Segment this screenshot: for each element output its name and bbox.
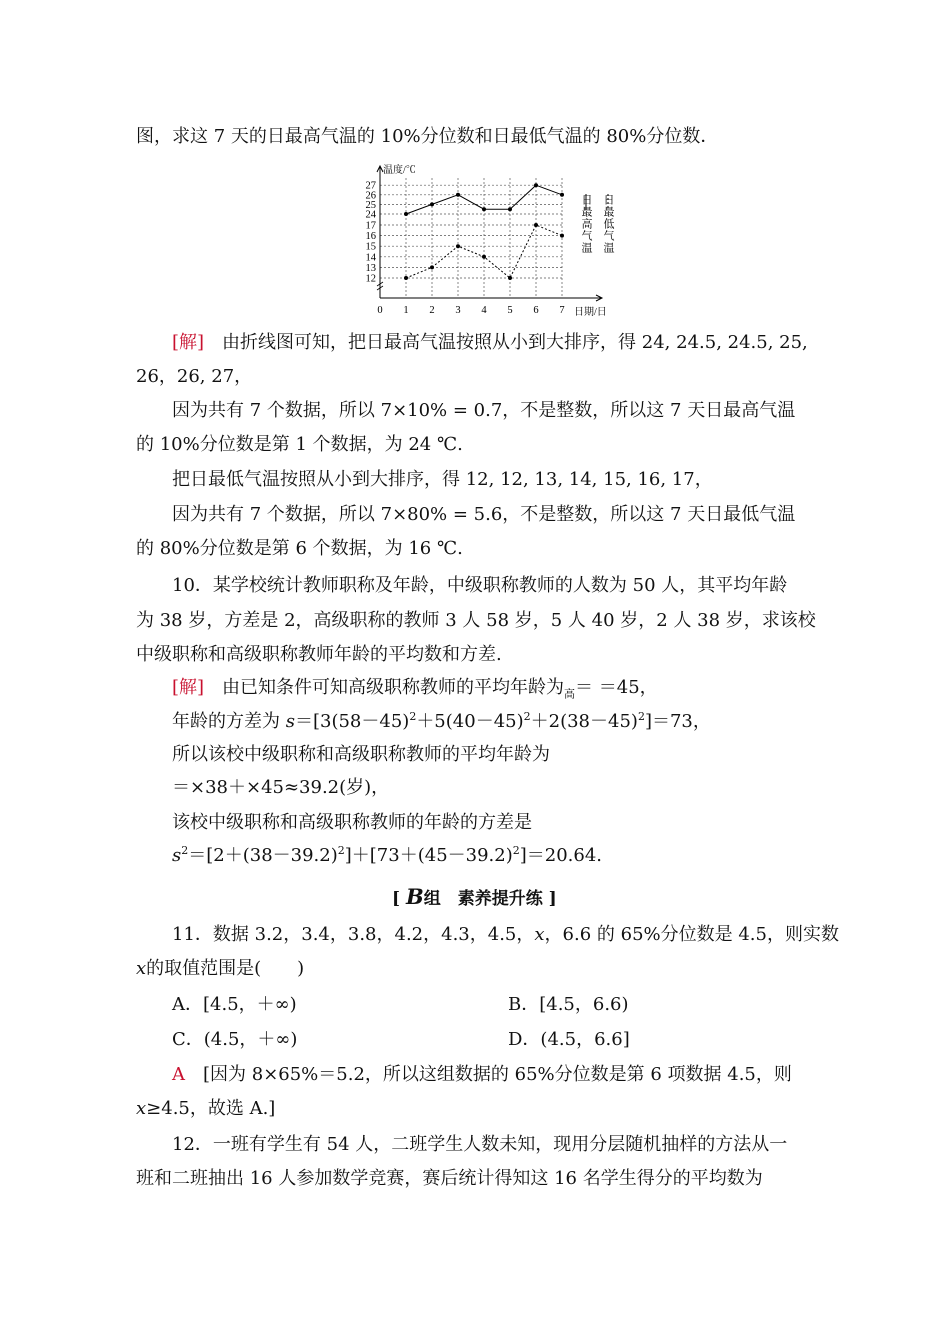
q9-line-6: 因为共有 7 个数据，所以 7×80% = 5.6，不是整数，所以这 7 天日最低气温 xyxy=(172,504,796,525)
data-point xyxy=(482,207,486,211)
x-tick-labels xyxy=(377,305,564,316)
x-tick-label: 4 xyxy=(481,305,487,316)
q10-solution-line-5: 该校中级职称和高级职称教师的年龄的方差是 xyxy=(172,812,532,833)
data-point xyxy=(456,244,460,248)
data-point xyxy=(456,193,460,197)
q10-solution-line-3: 所以该校中级职称和高级职称教师的平均年龄为 xyxy=(172,744,550,765)
y-tick-label: 26 xyxy=(365,190,376,202)
solution-tag: [解] xyxy=(172,677,205,698)
q12-line-1: 12．一班有学生有 54 人，二班学生人数未知，现用分层随机抽样的方法从一 xyxy=(172,1134,788,1155)
group-letter: B xyxy=(405,884,424,909)
q11-line-2: x的取值范围是( ) xyxy=(136,958,305,979)
data-point xyxy=(404,212,408,216)
q10-line-3: 中级职称和高级职称教师年龄的平均数和方差. xyxy=(136,644,502,665)
x-tick-label: 3 xyxy=(455,305,461,316)
data-point xyxy=(534,223,538,227)
y-tick-label: 24 xyxy=(365,209,376,221)
q9-line-1: [解] 由折线图可知，把日最高气温按照从小到大排序，得 24, 24.5, 24.5, 25, xyxy=(172,332,808,353)
chart-legend xyxy=(580,194,615,254)
chart-grid xyxy=(380,178,562,298)
y-tick-labels xyxy=(366,181,377,285)
data-point xyxy=(560,193,564,197)
q10-solution-line-2: 年龄的方差为 $s=[3(58-45)^2+5(40-45)^2+2(38-45)^2]=73$， xyxy=(172,710,711,732)
choice-a: A．[4.5，＋∞) xyxy=(172,994,297,1015)
q9-line-5: 把日最低气温按照从小到大排序，得 12, 12, 13, 14, 15, 16, 17， xyxy=(172,469,713,490)
q10-solution-line-1: [解] 由已知条件可知高级职称教师的平均年龄为$_高$＝ ＝45， xyxy=(172,677,658,701)
y-tick-label: 14 xyxy=(365,252,376,264)
q11-line-1: 11．数据 3.2，3.4，3.8，4.2，4.3，4.5，x，6.6 的 65%分位数是 4.5，则实数 xyxy=(172,924,839,945)
choice-c: C．(4.5，＋∞) xyxy=(172,1029,298,1050)
y-tick-label: 25 xyxy=(365,199,376,211)
data-point xyxy=(508,207,512,211)
q11-explanation-2: x≥4.5，故选 A.] xyxy=(136,1098,276,1119)
y-tick-label: 13 xyxy=(365,262,376,274)
temperature-line-chart xyxy=(350,160,630,322)
x-axis-label: 日期/日 xyxy=(574,307,607,318)
q10-line-1: 10．某学校统计教师职称及年龄，中级职称教师的人数为 50 人，其平均年龄 xyxy=(172,575,788,596)
y-tick-label: 27 xyxy=(365,180,376,192)
y-tick-label: 12 xyxy=(365,273,376,285)
data-point xyxy=(482,255,486,259)
x-tick-label: 6 xyxy=(533,305,539,316)
q10-solution-line-4: ＝×38＋×45≈39.2(岁)， xyxy=(172,777,390,798)
x-tick-label: 0 xyxy=(377,305,383,316)
legend-label: 日最高气温 xyxy=(580,194,592,254)
legend-label: 日最低气温 xyxy=(602,194,614,254)
data-point xyxy=(508,276,512,280)
q10-solution-line-6: $s^2=[2+(38-39.2)^2]+[73+(45-39.2)^2]=20.64$. xyxy=(172,844,603,866)
q9-line-7: 的 80%分位数是第 6 个数据，为 16 ℃. xyxy=(136,538,463,559)
data-point xyxy=(430,202,434,206)
y-tick-label: 16 xyxy=(365,231,376,243)
q10-line-2: 为 38 岁，方差是 2，高级职称的教师 3 人 58 岁，5 人 40 岁，2 人 38 岁，求该校 xyxy=(136,610,816,631)
q9-line-4: 的 10%分位数是第 1 个数据，为 24 ℃. xyxy=(136,434,463,455)
answer-letter: A xyxy=(172,1064,185,1085)
y-tick-label: 17 xyxy=(365,220,376,232)
q9-line-2: 26，26, 27， xyxy=(136,366,253,387)
chart-axes xyxy=(377,166,602,301)
x-tick-label: 2 xyxy=(429,305,435,316)
section-header: [ B组 素养提升练 ] xyxy=(392,884,557,909)
solution-tag: [解] xyxy=(172,332,205,353)
q11-explanation-1: A [因为 8×65%＝5.2，所以这组数据的 65%分位数是第 6 项数据 4.5，则 xyxy=(172,1064,792,1085)
choice-d: D．(4.5，6.6] xyxy=(508,1029,630,1050)
x-tick-label: 1 xyxy=(403,305,409,316)
x-tick-label: 7 xyxy=(559,305,565,316)
data-point xyxy=(560,234,564,238)
y-axis-label: 温度/℃ xyxy=(383,165,416,176)
x-tick-label: 5 xyxy=(507,305,513,316)
y-tick-label: 15 xyxy=(365,241,376,253)
choice-b: B．[4.5，6.6) xyxy=(508,994,629,1015)
data-point xyxy=(534,183,538,187)
q9-line-3: 因为共有 7 个数据，所以 7×10% = 0.7，不是整数，所以这 7 天日最高气温 xyxy=(172,400,796,421)
q12-line-2: 班和二班抽出 16 人参加数学竞赛，赛后统计得知这 16 名学生得分的平均数为 xyxy=(136,1168,763,1189)
data-point xyxy=(404,276,408,280)
data-point xyxy=(430,265,434,269)
intro-text: 图，求这 7 天的日最高气温的 10%分位数和日最低气温的 80%分位数． xyxy=(136,126,719,147)
